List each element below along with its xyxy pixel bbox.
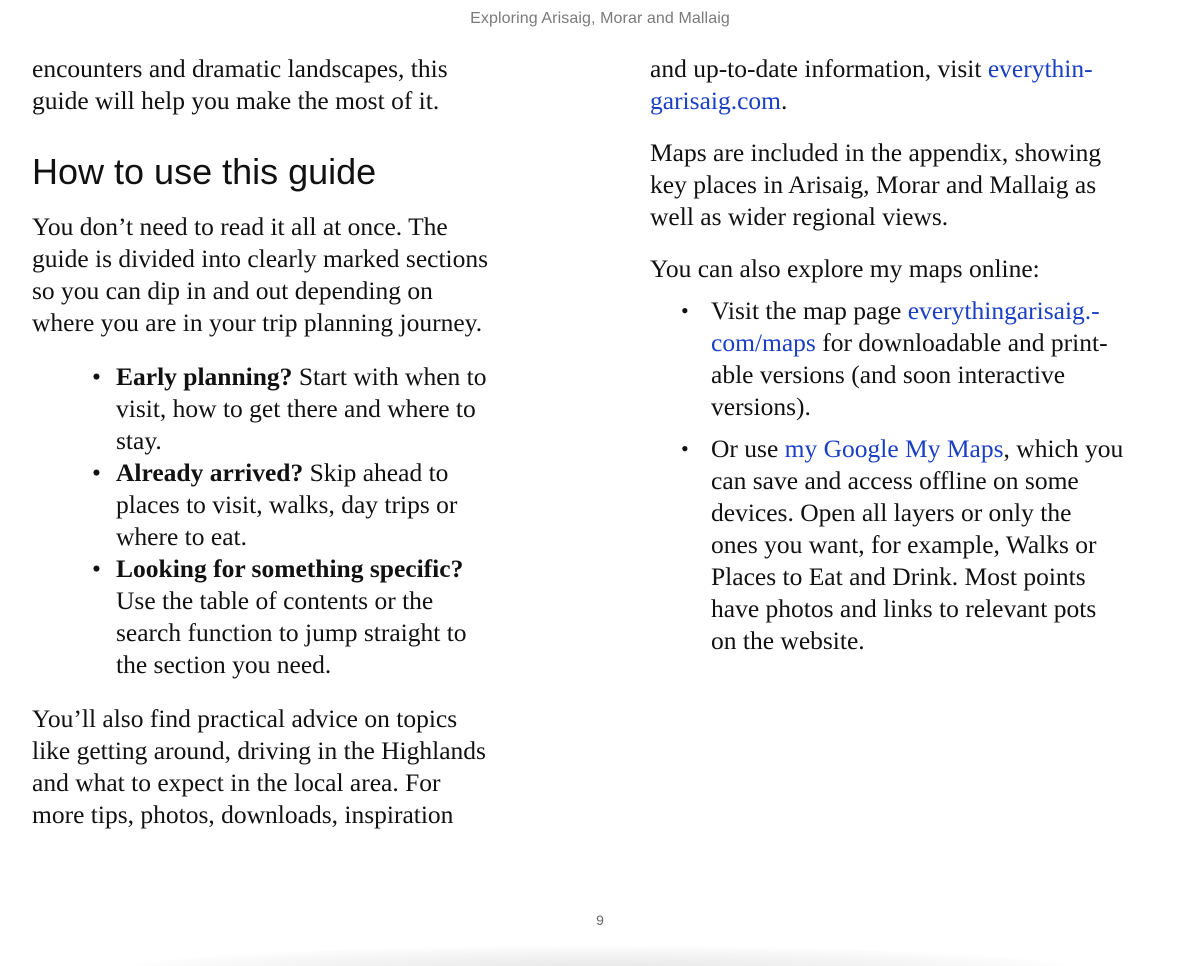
bullet-text: , which you bbox=[1003, 434, 1124, 463]
text-line: stay. bbox=[116, 426, 162, 455]
text-line: on the website. bbox=[711, 626, 865, 655]
text-line: places to visit, walks, day trips or bbox=[116, 490, 458, 519]
usage-bullet-list bbox=[32, 361, 572, 681]
guide-paragraph bbox=[32, 211, 572, 339]
text-line: like getting around, driving in the Highlands bbox=[32, 736, 486, 765]
text-line: where you are in your trip planning journey. bbox=[32, 308, 483, 337]
google-my-maps-link[interactable]: my Google My Maps bbox=[784, 434, 1004, 463]
text-line: Maps are included in the appendix, showing bbox=[650, 138, 1102, 167]
text-line: guide is divided into clearly marked sections bbox=[32, 244, 489, 273]
maps-paragraph bbox=[650, 137, 1180, 233]
bullet-text: Skip ahead to bbox=[303, 458, 449, 487]
continued-text: and up-to-date information, visit bbox=[650, 54, 988, 83]
text-line: more tips, photos, downloads, inspiration bbox=[32, 800, 454, 829]
continued-paragraph bbox=[650, 53, 1180, 117]
bullet-dot-icon: • bbox=[92, 362, 101, 391]
page-number: 9 bbox=[596, 912, 604, 928]
text-line: key places in Arisaig, Morar and Mallaig as bbox=[650, 170, 1097, 199]
right-page-column bbox=[650, 53, 1180, 657]
bullet-dot-icon: • bbox=[92, 458, 101, 487]
running-header: Exploring Arisaig, Morar and Mallaig bbox=[470, 10, 730, 27]
text-line: encounters and dramatic landscapes, this bbox=[32, 54, 448, 83]
bullet-bold-label: Looking for something specific? bbox=[116, 554, 464, 583]
text-line: You’ll also find practical advice on topics bbox=[32, 704, 458, 733]
text-line: and what to expect in the local area. For bbox=[32, 768, 441, 797]
text-line: guide will help you make the most of it. bbox=[32, 86, 440, 115]
text-line: Places to Eat and Drink. Most points bbox=[711, 562, 1086, 591]
text-line: able versions (and soon interactive bbox=[711, 360, 1066, 389]
maps-bullet-list bbox=[650, 295, 1180, 657]
text-line: devices. Open all layers or only the bbox=[711, 498, 1072, 527]
text-line: the section you need. bbox=[116, 650, 332, 679]
page-shadow bbox=[120, 946, 1080, 966]
intro-paragraph bbox=[32, 53, 572, 117]
bullet-dot-icon: • bbox=[92, 554, 101, 583]
bullet-early-planning bbox=[32, 361, 572, 457]
text-line: search function to jump straight to bbox=[116, 618, 467, 647]
bullet-looking-for-specific bbox=[32, 553, 572, 681]
text-line: visit, how to get there and where to bbox=[116, 394, 476, 423]
bullet-text: for downloadable and print- bbox=[815, 328, 1108, 357]
bullet-dot-icon: • bbox=[681, 436, 689, 461]
text-line: so you can dip in and out depending on bbox=[32, 276, 433, 305]
bullet-bold-label: Early planning? bbox=[116, 362, 293, 391]
bullet-dot-icon: • bbox=[681, 298, 689, 323]
website-link-part2[interactable]: garisaig.com bbox=[650, 86, 781, 115]
text-line: well as wider regional views. bbox=[650, 202, 949, 231]
bullet-google-my-maps bbox=[650, 433, 1180, 657]
map-page-link-part2[interactable]: com/maps bbox=[711, 328, 816, 357]
section-heading: How to use this guide bbox=[32, 151, 377, 192]
closing-paragraph bbox=[32, 703, 572, 831]
text-line: ones you want, for example, Walks or bbox=[711, 530, 1097, 559]
map-page-link-part1[interactable]: everythingarisaig.- bbox=[907, 296, 1100, 325]
text-line: Use the table of contents or the bbox=[116, 586, 434, 615]
text-line: You don’t need to read it all at once. The bbox=[32, 212, 448, 241]
left-page-column bbox=[32, 53, 572, 831]
text-line: versions). bbox=[711, 392, 811, 421]
explore-paragraph: You can also explore my maps online: bbox=[650, 254, 1040, 283]
text-line: have photos and links to relevant pots bbox=[711, 594, 1097, 623]
bullet-map-page bbox=[650, 295, 1180, 423]
continued-end: . bbox=[781, 86, 788, 115]
website-link-part1[interactable]: everythin- bbox=[987, 54, 1093, 83]
bullet-already-arrived bbox=[32, 457, 572, 553]
bullet-text: Visit the map page bbox=[711, 296, 908, 325]
bullet-text: Start with when to bbox=[292, 362, 487, 391]
text-line: where to eat. bbox=[116, 522, 247, 551]
bullet-bold-label: Already arrived? bbox=[116, 458, 304, 487]
bullet-text: Or use bbox=[711, 434, 785, 463]
text-line: can save and access offline on some bbox=[711, 466, 1079, 495]
